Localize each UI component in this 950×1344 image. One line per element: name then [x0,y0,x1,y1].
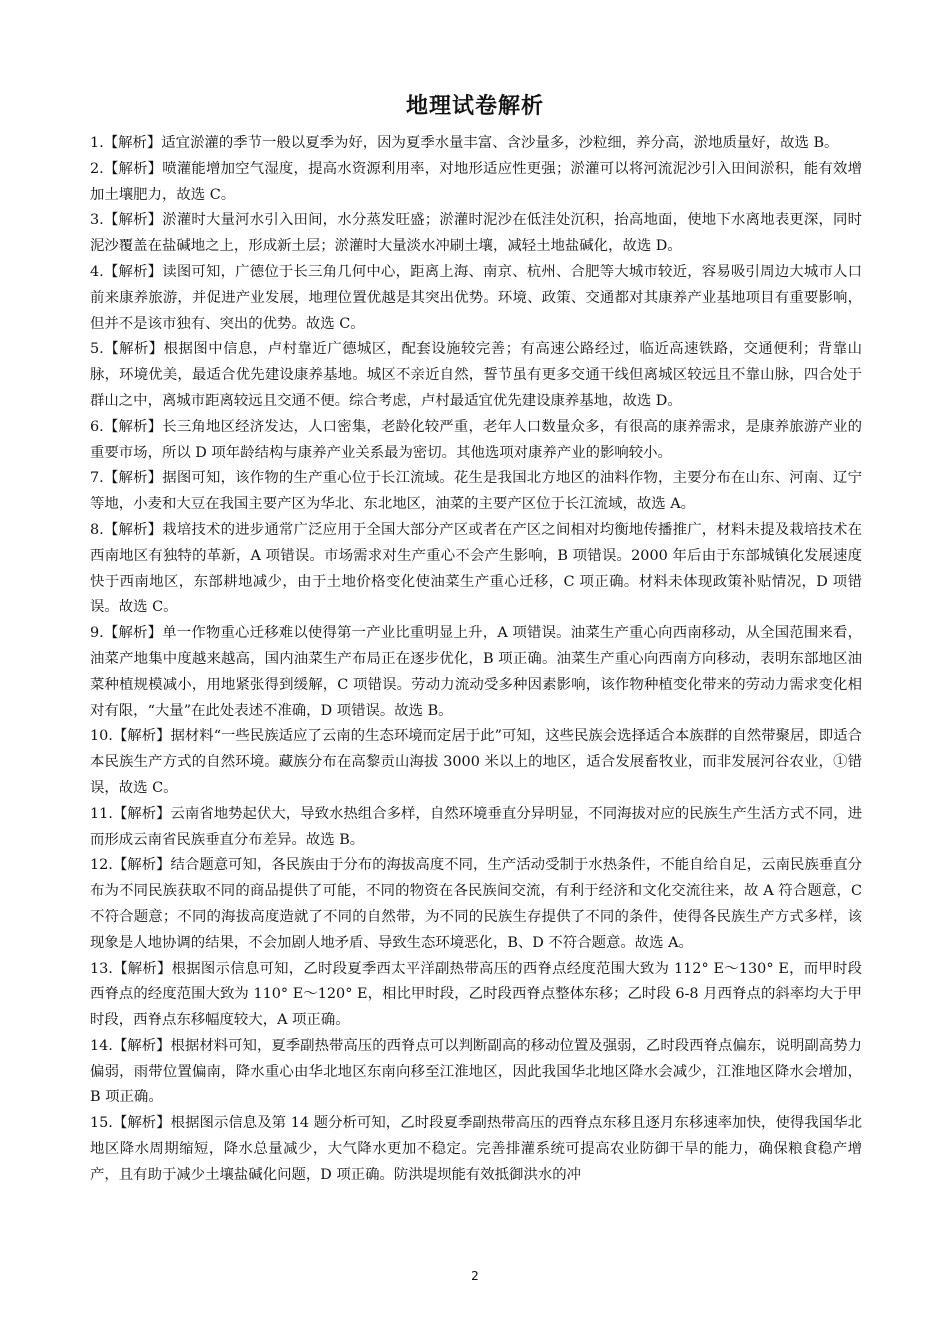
answer-3: 3.【解析】淤灌时大量河水引入田间，水分蒸发旺盛；淤灌时泥沙在低洼处沉积，抬高地面，使地下水离地表更深，同时泥沙覆盖在盐碱地之上，形成新土层；淤灌时大量淡水冲刷土壤，减轻土地盐碱化，故选 D。 [90,212,862,255]
answer-8: 8.【解析】栽培技术的进步通常广泛应用于全国大部分产区或者在产区之间相对均衡地传播推广，材料未提及栽培技术在西南地区有独特的革新，A 项错误。市场需求对生产重心不会产生影响，B 项错误。2000 年后由于东部城镇化发展速度快于西南地区，东部耕地减少，由于土地价格变化使油菜生产重心迁移，C 项正确。材料未体现政策补贴情况，D 项错误。故选 C。 [90,521,862,616]
answer-7: 7.【解析】据图可知，该作物的生产重心位于长江流域。花生是我国北方地区的油料作物，主要分布在山东、河南、辽宁等地，小麦和大豆在我国主要产区为华北、东北地区，油菜的主要产区位于长江流域，故选 A。 [90,470,862,513]
answer-6: 6.【解析】长三角地区经济发达，人口密集，老龄化较严重，老年人口数量众多，有很高的康养需求，是康养旅游产业的重要市场，所以 D 项年龄结构与康养产业关系最为密切。其他选项对康养产业的影响较小。 [90,418,862,461]
page-number: 2 [471,1269,479,1283]
answer-13: 13.【解析】根据图示信息可知，乙时段夏季西太平洋副热带高压的西脊点经度范围大致为 112° E～130° E，而甲时段西脊点的经度范围大致为 110° E～120° E，相比甲时段，乙时段西脊点整体东移；乙时段 6-8 月西脊点的斜率均大于甲时段，西脊点东移幅度较大，A 项正确。 [90,960,862,1029]
answer-15: 15.【解析】根据图示信息及第 14 题分析可知，乙时段夏季副热带高压的西脊点东移且逐月东移速率加快，使得我国华北地区降水周期缩短，降水总量减少，大气降水更加不稳定。完善排灌系统可提高农业防御干旱的能力，确保粮食稳产增产，且有助于减少土壤盐碱化问题，D 项正确。防洪堤坝能有效抵御洪水的冲 [90,1115,862,1183]
answer-1: 1.【解析】适宜淤灌的季节一般以夏季为好，因为夏季水量丰富、含沙量多，沙粒细，养分高，淤地质量好，故选 B。 [90,135,839,151]
answer-5: 5.【解析】根据图中信息，卢村靠近广德城区，配套设施较完善；有高速公路经过，临近高速铁路，交通便利；背靠山脉，环境优美，最适合优先建设康养基地。城区不亲近自然，誓节虽有更多交通干线但离城区较远且不靠山脉，四合处于群山之中，离城市距离较远且交通不便。综合考虑，卢村最适宜优先建设康养基地，故选 D。 [90,341,862,409]
page-title: 地理试卷解析 [405,94,544,119]
answer-14: 14.【解析】根据材料可知，夏季副热带高压的西脊点可以判断副高的移动位置及强弱，乙时段西脊点偏东，说明副高势力偏弱，雨带位置偏南，降水重心由华北地区东南向移至江淮地区，因此我国华北地区降水会减少，江淮地区降水会增加，B 项正确。 [90,1037,862,1106]
answer-4: 4.【解析】读图可知，广德位于长三角几何中心，距离上海、南京、杭州、合肥等大城市较近，容易吸引周边大城市人口前来康养旅游，并促进产业发展，地理位置优越是其突出优势。环境、政策、交通都对其康养产业基地项目有重要影响，但并不是该市独有、突出的优势。故选 C。 [90,263,862,332]
answer-list [90,131,862,1189]
answer-11: 11.【解析】云南省地势起伏大，导致水热组合多样，自然环境垂直分异明显，不同海拔对应的民族生产生活方式不同，进而形成云南省民族垂直分布差异。故选 B。 [90,805,862,848]
answer-2: 2.【解析】喷灌能增加空气湿度，提高水资源利用率，对地形适应性更强；淤灌可以将河流泥沙引入田间淤积，能有效增加土壤肥力，故选 C。 [90,160,862,203]
answer-12: 12.【解析】结合题意可知，各民族由于分布的海拔高度不同，生产活动受制于水热条件，不能自给自足，云南民族垂直分布为不同民族获取不同的商品提供了可能，不同的物资在各民族间交流，有利于经济和文化交流往来，故 A 符合题意，C 不符合题意；不同的海拔高度造就了不同的自然带，为不同的民族生存提供了不同的条件，使得各民族生产方式多样，该现象是人地协调的结果，不会加剧人地矛盾、导致生态环境恶化，B、D 不符合题意。故选 A。 [90,857,862,951]
answer-10: 10.【解析】据材料“一些民族适应了云南的生态环境而定居于此”可知，这些民族会选择适合本族群的自然带聚居，即适合本民族生产方式的自然环境。藏族分布在高黎贡山海拔 3000 米以上的地区，适合发展畜牧业，而非发展河谷农业，①错误，故选 C。 [90,728,862,796]
answer-9: 9.【解析】单一作物重心迁移难以使得第一产业比重明显上升，A 项错误。油菜生产重心向西南移动，从全国范围来看，油菜产地集中度越来越高，国内油菜生产布局正在逐步优化，B 项正确。油菜生产重心向西南方向移动，表明东部地区油菜种植规模减小，用地紧张得到缓解，C 项错误。劳动力流动受多种因素影响，该作物种植变化带来的劳动力需求变化相对有限，“大量”在此处表述不准确，D 项错误。故选 B。 [90,625,862,719]
